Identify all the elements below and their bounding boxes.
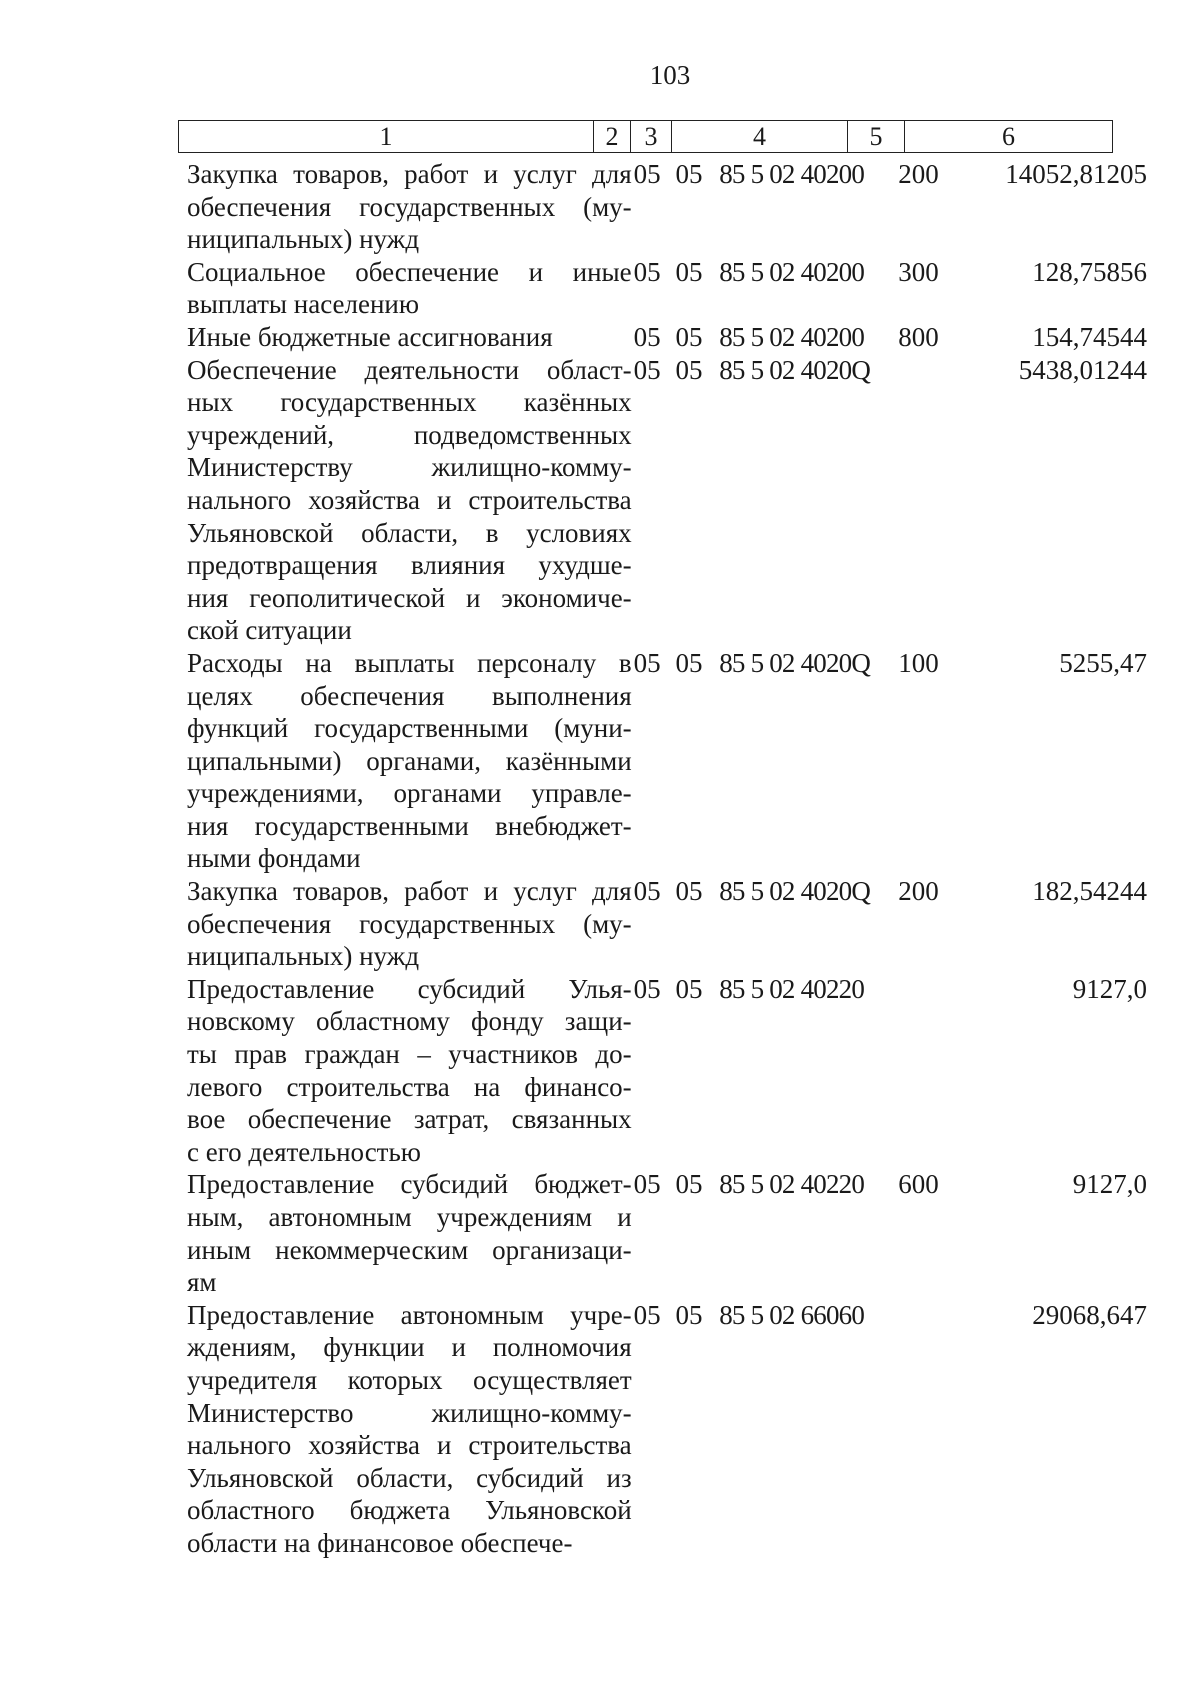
target-article-code: 85 5 02 40220 [719,1169,865,1200]
description-line: нального хозяйства и строительства [187,1430,632,1461]
row-description [187,354,632,647]
description-line: вое обеспечение затрат, связанных [187,1104,632,1135]
column-header-4: 4 [672,121,848,153]
expense-type-code: 200 [898,876,939,907]
budget-rows [187,158,1147,1560]
description-line: обеспечения государственных (му- [187,908,632,939]
description-line: ской ситуации [187,615,352,646]
description-line: функций государственными (муни- [187,713,632,744]
amount: 182,54244 [1032,876,1147,907]
expense-type-code: 300 [898,256,939,287]
description-line: ным, автономным учреждениям и [187,1202,632,1232]
amount: 154,74544 [1032,321,1147,352]
expense-type-code: 100 [898,647,939,678]
expense-type-code: 800 [898,321,939,352]
description-line: выплаты населению [187,289,420,320]
column-header-2: 2 [594,121,631,153]
target-article-code: 85 5 02 40200 [719,256,865,287]
table-row [187,354,1147,647]
description-line: Иные бюджетные ассигнования [187,321,553,352]
amount: 5438,01244 [1018,354,1147,385]
description-line: ния государственными внебюджет- [187,810,632,841]
subsection-code: 05 [675,876,703,907]
subsection-code: 05 [675,1169,703,1200]
description-line: ными фондами [187,843,361,874]
section-code: 05 [633,1299,661,1330]
section-code: 05 [633,159,661,189]
row-description [187,1299,632,1560]
section-code: 05 [633,354,661,385]
description-line: Ульяновской области, субсидий из [187,1462,632,1493]
description-line: целях обеспечения выполнения [187,680,632,711]
target-article-code: 85 5 02 4020Q [719,876,871,907]
description-line: учредителя которых осуществляет [187,1364,632,1395]
description-line: левого строительства на финансо- [187,1071,632,1102]
description-line: Предоставление субсидий бюджет- [187,1169,632,1200]
description-line: ципальными) органами, казёнными [187,745,632,776]
description-line: Расходы на выплаты персоналу в [187,647,632,678]
column-header-1: 1 [179,121,594,153]
amount: 128,75856 [1032,256,1147,287]
description-line: ты прав граждан – участников до- [187,1039,632,1070]
table-row [187,1299,1147,1560]
target-article-code: 85 5 02 40220 [719,973,865,1004]
subsection-code: 05 [675,647,703,678]
description-line: ных государственных казённых [187,387,632,418]
description-line: нального хозяйства и строительства [187,484,632,515]
description-line: ям [187,1267,217,1298]
target-article-code: 85 5 02 66060 [719,1299,865,1330]
description-line: Социальное обеспечение и иные [187,256,632,287]
description-line: иным некоммерческим организаци- [187,1234,632,1265]
amount: 9127,0 [1072,973,1147,1004]
subsection-code: 05 [675,1299,703,1330]
section-code: 05 [633,973,661,1004]
description-line: Ульяновской области, в условиях [187,517,632,548]
description-line: Предоставление автономным учре- [187,1299,632,1330]
subsection-code: 05 [675,159,703,189]
target-article-code: 85 5 02 40200 [719,321,865,352]
description-line: ниципальных) нужд [187,224,420,255]
description-line: с его деятельностью [187,1136,421,1167]
target-article-code: 85 5 02 4020Q [719,354,871,385]
description-line: Предоставление субсидий Улья- [187,973,632,1004]
subsection-code: 05 [675,973,703,1004]
description-line: учреждениями, органами управле- [187,778,632,809]
description-line: ниципальных) нужд [187,941,420,972]
table-row [187,875,1147,973]
row-description [187,973,632,1169]
table-row [187,647,1147,875]
target-article-code: 85 5 02 4020Q [719,647,871,678]
subsection-code: 05 [675,256,703,287]
row-description [187,256,632,321]
amount: 9127,0 [1072,1169,1147,1200]
column-header-3: 3 [631,121,672,153]
subsection-code: 05 [675,354,703,385]
row-description [187,1168,632,1298]
description-line: предотвращения влияния ухудше- [187,550,632,581]
description-line: области на финансовое обеспече- [187,1527,573,1558]
description-line: Министерство жилищно-комму- [187,1397,632,1428]
page-number: 103 [649,60,691,90]
description-line: областного бюджета Ульяновской [187,1495,632,1526]
description-line: ждениям, функции и полномочия [187,1332,632,1363]
table-row [187,1168,1147,1298]
table-row [187,321,1147,354]
section-code: 05 [633,256,661,287]
section-code: 05 [633,1169,661,1200]
row-description [187,158,632,256]
row-description [187,647,632,875]
section-code: 05 [633,647,661,678]
amount: 14052,81205 [1005,159,1147,189]
table-row [187,256,1147,321]
amount: 5255,47 [1059,647,1147,678]
description-line: обеспечения государственных (му- [187,191,632,222]
table-row [187,973,1147,1169]
row-description [187,321,632,354]
description-line: ния геополитической и экономиче- [187,582,632,613]
amount: 29068,647 [1032,1299,1147,1330]
section-code: 05 [633,876,661,907]
description-line: Обеспечение деятельности област- [187,354,632,385]
description-line: новскому областному фонду защи- [187,1006,632,1037]
row-description [187,875,632,973]
expense-type-code: 600 [898,1169,939,1200]
column-header-row [179,121,1113,153]
description-line: Закупка товаров, работ и услуг для [187,876,632,907]
section-code: 05 [633,321,661,352]
description-line: Закупка товаров, работ и услуг для [187,159,632,189]
table-row [187,158,1147,256]
expense-type-code: 200 [898,159,939,189]
target-article-code: 85 5 02 40200 [719,159,865,189]
column-header-5: 5 [848,121,905,153]
column-header-table [178,120,1113,153]
subsection-code: 05 [675,321,703,352]
description-line: учреждений, подведомственных [187,419,632,450]
column-header-6: 6 [905,121,1113,153]
description-line: Министерству жилищно-комму- [187,452,632,483]
